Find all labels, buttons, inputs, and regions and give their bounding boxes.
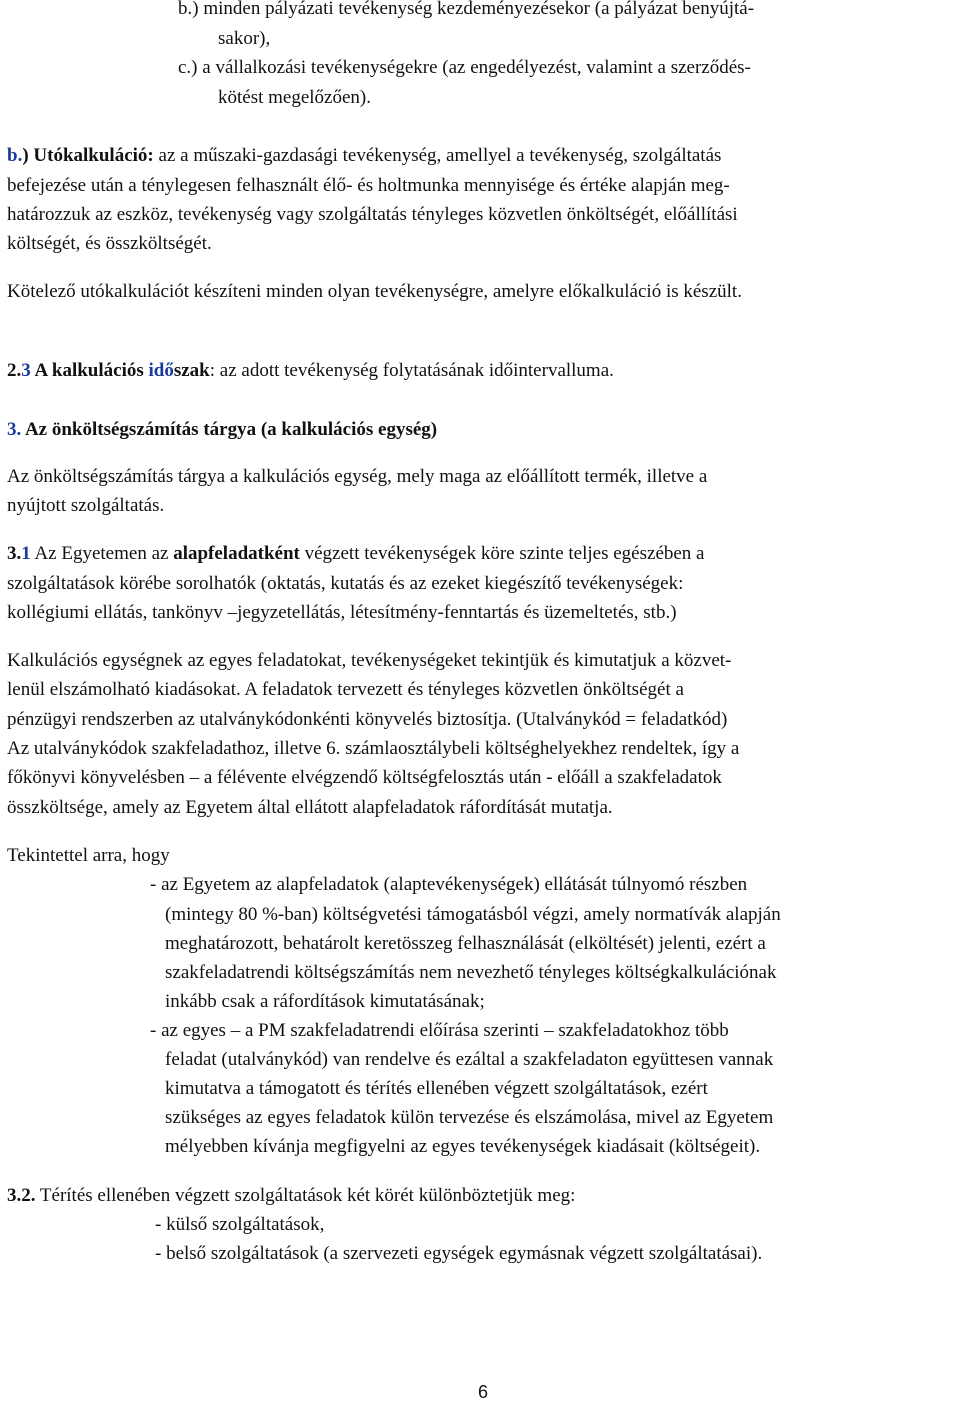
section-2-3-title-b: szak bbox=[173, 360, 210, 381]
section-3-2-item1: - külső szolgáltatások, bbox=[155, 1214, 325, 1235]
utokalkulacio-line2: befejezése után a ténylegesen felhasznált élő- és holtmunka mennyisége és értéke alapján meg- bbox=[7, 175, 730, 196]
kalkulacios-line3: pénzügyi rendszerben az utalványkódonkénti könyvelés biztosítja. (Utalványkód = feladatkód) bbox=[7, 709, 728, 730]
tekintettel-item2-line2: feladat (utalványkód) van rendelve és ezáltal a szakfeladaton együttesen vannak bbox=[165, 1049, 774, 1070]
section-3-1-line2: szolgáltatások körébe sorolhatók (oktatás, kutatás és az ezeket kiegészítő tevékenységek: bbox=[7, 573, 684, 594]
section-3-para-line1: Az önköltségszámítás tárgya a kalkulációs egység, mely maga az előállított termék, illetve a bbox=[7, 466, 708, 487]
utokalkulacio-line1-text: az a műszaki-gazdasági tevékenység, amellyel a tevékenység, szolgáltatás bbox=[153, 145, 722, 166]
section-3-1-line3: kollégiumi ellátás, tankönyv –jegyzetellátás, létesítmény-fenntartás és üzemeltetés, stb.) bbox=[7, 602, 677, 623]
utokalkulacio-line4: költségét, és összköltségét. bbox=[7, 233, 212, 254]
section-3-2-text: Térítés ellenében végzett szolgáltatások két körét különböztetjük meg: bbox=[35, 1185, 576, 1206]
kalkulacios-line5: főkönyvi könyvelésben – a félévente elvégzendő költségfelosztás után - előáll a szakfeladatok bbox=[7, 767, 722, 788]
utokalkulacio-term: ) Utókalkuláció: bbox=[22, 145, 154, 166]
list-item-b-line2: sakor), bbox=[218, 28, 271, 49]
tekintettel-item2-line3: kimutatva a támogatott és térítés ellenében végzett szolgáltatások, ezért bbox=[165, 1078, 708, 1099]
tekintettel-item1-line5: inkább csak a ráfordítások kimutatásának; bbox=[165, 991, 485, 1012]
tekintettel-intro: Tekintettel arra, hogy bbox=[7, 845, 170, 866]
kalkulacios-line2: lenül elszámolható kiadásokat. A feladatok tervezett és tényleges közvetlen önköltségét a bbox=[7, 679, 684, 700]
section-3-title: Az önköltségszámítás tárgya (a kalkulációs egység) bbox=[21, 419, 438, 440]
section-3-1-line1-b: végzett tevékenységek köre szinte teljes egészében a bbox=[299, 543, 705, 564]
section-3-1-num-blue: 1 bbox=[21, 543, 31, 564]
section-3-2-line bbox=[7, 1184, 575, 1208]
section-2-3-title-blue: idő bbox=[148, 360, 174, 381]
kalkulacios-line6: összköltsége, amely az Egyetem által ellátott alapfeladatok ráfordítását mutatja. bbox=[7, 797, 613, 818]
kalkulacios-line1: Kalkulációs egységnek az egyes feladatokat, tevékenységeket tekintjük és kimutatjuk a közvet- bbox=[7, 650, 732, 671]
section-3-heading bbox=[7, 418, 437, 442]
tekintettel-item2-line4: szükséges az egyes feladatok külön tervezése és elszámolása, mivel az Egyetem bbox=[165, 1107, 774, 1128]
tekintettel-item2-line1: - az egyes – a PM szakfeladatrendi előírása szerinti – szakfeladatokhoz több bbox=[150, 1020, 729, 1041]
list-item-c-line2: kötést megelőzően). bbox=[218, 87, 372, 108]
section-3-2-num: 3.2. bbox=[7, 1185, 36, 1206]
section-3-1-bold-term: alapfeladatként bbox=[173, 543, 300, 564]
section-3-1-num: 3. bbox=[7, 543, 22, 564]
section-2-3-num: 2. bbox=[7, 360, 22, 381]
tekintettel-item2-line5: mélyebben kívánja megfigyelni az egyes tevékenységek kiadásait (költségeit). bbox=[165, 1136, 761, 1157]
section-3-1-line1 bbox=[7, 542, 705, 566]
utokalkulacio-line3: határozzuk az eszköz, tevékenység vagy szolgáltatás tényleges közvetlen önköltségét, előállítási bbox=[7, 204, 738, 225]
section-2-3-title-a: A kalkulációs bbox=[30, 360, 149, 381]
section-2-3-heading bbox=[7, 359, 614, 383]
section-3-num: 3. bbox=[7, 419, 22, 440]
utokalkulacio-mandatory: Kötelező utókalkulációt készíteni minden olyan tevékenységre, amelyre előkalkuláció is készült. bbox=[7, 281, 742, 302]
section-2-3-definition: : az adott tevékenység folytatásának időintervalluma. bbox=[209, 360, 614, 381]
list-item-c-line1: c.) a vállalkozási tevékenységekre (az engedélyezést, valamint a szerződés- bbox=[178, 57, 751, 78]
tekintettel-item1-line4: szakfeladatrendi költségszámítás nem nevezhető tényleges költségkalkulációnak bbox=[165, 962, 777, 983]
section-3-1-line1-a: Az Egyetemen az bbox=[30, 543, 174, 564]
section-3-para-line2: nyújtott szolgáltatás. bbox=[7, 495, 165, 516]
list-item-b-line1: b.) minden pályázati tevékenység kezdeményezésekor (a pályázat benyújtá- bbox=[178, 0, 755, 19]
tekintettel-item1-line3: meghatározott, behatárolt keretösszeg felhasználását (elköltését) jelenti, ezért a bbox=[165, 933, 766, 954]
section-3-2-item2: - belső szolgáltatások (a szervezeti egységek egymásnak végzett szolgáltatásai). bbox=[155, 1243, 763, 1264]
tekintettel-item1-line2: (mintegy 80 %-ban) költségvetési támogatásból végzi, amely normatívák alapján bbox=[165, 904, 781, 925]
kalkulacios-line4: Az utalványkódok szakfeladathoz, illetve 6. számlaosztálybeli költséghelyekhez rendeltek, így a bbox=[7, 738, 740, 759]
utokalkulacio-line1 bbox=[7, 144, 721, 168]
utokalkulacio-marker: b. bbox=[7, 145, 23, 166]
tekintettel-item1-line1: - az Egyetem az alapfeladatok (alaptevékenységek) ellátását túlnyomó részben bbox=[150, 874, 748, 895]
section-2-3-num-blue: 3 bbox=[21, 360, 31, 381]
page-number: 6 bbox=[478, 1382, 489, 1402]
